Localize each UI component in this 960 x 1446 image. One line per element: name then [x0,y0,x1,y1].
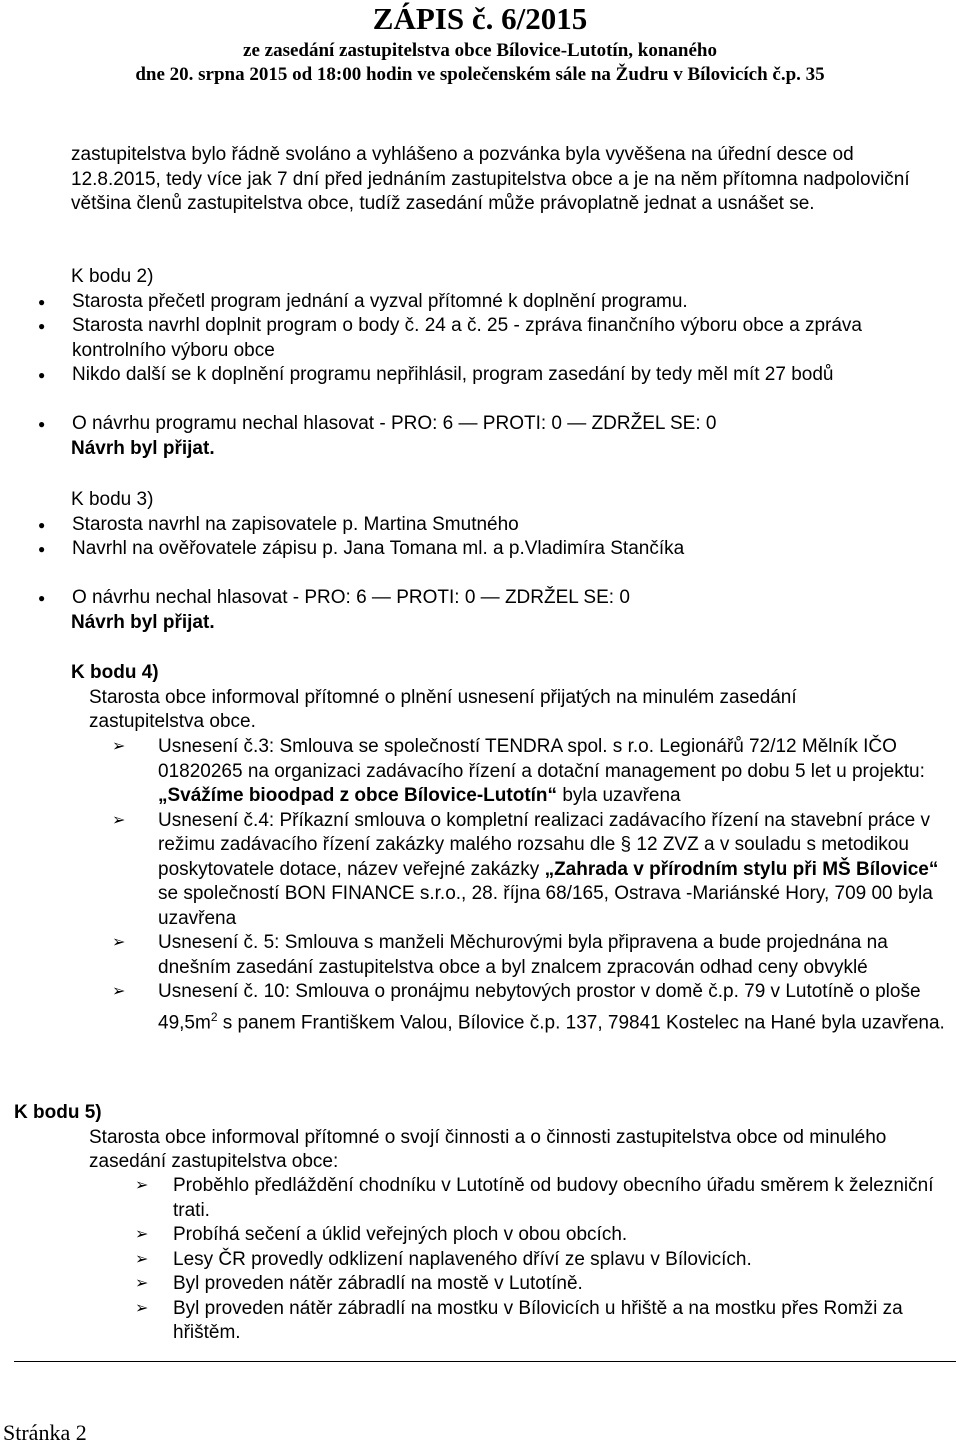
intro-paragraph: zastupitelstva bylo řádně svoláno a vyhlášeno a pozvánka byla vyvěšena na úřední desce od 12.8.2015, tedy více jak 7 dní před jednáním zastupitelstva obce a je na něm přítomna nadpoloviční většina členů zastupitelstva obce, tudíž zasedání může právoplatně jednat a usnášet se. [71,144,910,214]
vote-line: ● O návrhu programu nechal hlasovat - PRO: 6 — PROTI: 0 — ZDRŽEL SE: 0 [71,412,951,437]
list-item: ● Starosta přečetl program jednání a vyzval přítomné k doplnění programu. [71,290,951,315]
section-bod-5 [14,1101,914,1175]
bod-2-vote [38,412,951,437]
meeting-subtitle: ze zasedání zastupitelstva obce Bílovice-Lutotín, konaného [243,40,717,61]
bod-4-intro: Starosta obce informoval přítomné o plnění usnesení přijatých na minulém zasedání zastupitelstva obce. [89,686,797,732]
bullet-icon: ● [38,294,46,309]
bod-2-list [38,290,951,388]
bod-5-list [135,1174,943,1346]
bod-3-heading: K bodu 3) [71,489,154,510]
arrow-bullet-icon: ➢ [135,1275,149,1292]
list-item: ➢ Proběhlo předláždění chodníku v Lutotíně od budovy obecního úřadu směrem k železniční trati. [135,1175,934,1221]
list-item: ➢ Usnesení č. 10: Smlouva o pronájmu nebytových prostor v domě č.p. 79 v Lutotíně o ploše $49,5m^2$ s panem Františkem Valou, Bílovice č.p. 137, 79841 Kostelec na Hané byla uzavřena. [112,981,945,1033]
section-bod-4 [71,661,951,735]
page-number: Stránka 2 [3,1420,87,1445]
bod-4-list [112,735,953,1035]
bod-2-heading: K bodu 2) [71,266,154,287]
arrow-bullet-icon: ➢ [112,811,126,829]
bod-3-vote [38,586,951,611]
list-item: ➢ Byl proveden nátěr zábradlí na mostě v Lutotíně. [173,1272,943,1297]
arrow-bullet-icon: ➢ [112,983,126,1000]
section-bod-3 [38,488,951,635]
bod-5-intro: Starosta obce informoval přítomné o svojí činnosti a o činnosti zastupitelstva obce od minulého zasedání zastupitelstva obce: [89,1126,887,1172]
bod-5-heading: K bodu 5) [14,1102,102,1123]
vote-line: ● O návrhu nechal hlasovat - PRO: 6 — PROTI: 0 — ZDRŽEL SE: 0 [71,586,951,611]
bullet-icon: ● [38,368,46,382]
document-title: ZÁPIS č. 6/2015 [372,1,588,36]
footer-divider [14,1361,956,1362]
section-bod-2 [38,265,951,461]
bullet-icon: ● [38,417,46,431]
bod-5-list-wrap [135,1174,943,1346]
bod-4-heading: K bodu 4) [71,662,159,683]
bullet-icon: ● [38,319,46,333]
bod-4-list-wrap [112,735,953,1035]
list-item: ➢ Usnesení č.3: Smlouva se společností TENDRA spol. s r.o. Legionářů 72/12 Mělník IČO 01820265 na organizaci zadávacího řízení a dotační management po dobu 5 let u projektu: „Svážíme bioodpad z obce Bílovice-Lutotín“ byla uzavřena [112,736,925,806]
list-item: ➢ Usnesení č.4: Příkazní smlouva o kompletní realizaci zadávacího řízení na stavební práce v režimu zadávacího řízení zakázky malého rozsahu dle § 12 ZVZ a v souladu s metodikou poskytovatele dotace, název veřejné zakázky „Zahrada v přírodním stylu při MŠ Bílovice“ se společností BON FINANCE s.r.o., 28. října 68/165, Ostrava -Mariánské Hory, 709 00 byla uzavřena [112,809,939,929]
list-item: ➢ Usnesení č. 5: Smlouva s manželi Měchurovými byla připravena a bude projednána na dnešním zasedání zastupitelstva obce a byl znalcem zpracován odhad ceny obvyklé [112,932,888,978]
list-item: ● Nikdo další se k doplnění programu nepřihlásil, program zasedání by tedy měl mít 27 bodů [71,363,951,388]
bullet-icon: ● [38,517,46,532]
arrow-bullet-icon: ➢ [135,1299,149,1317]
intro-section [71,143,946,217]
bullet-icon: ● [38,542,46,556]
meeting-date-place: dne 20. srpna 2015 od 18:00 hodin ve společenském sále na Žudru v Bílovicích č.p. 35 [135,64,825,85]
list-item: ● Navrhl na ověřovatele zápisu p. Jana Tomana ml. a p.Vladimíra Stančíka [71,537,951,562]
arrow-bullet-icon: ➢ [112,934,126,951]
bullet-icon: ● [38,591,46,605]
vote-result: Návrh byl přijat. [71,437,215,459]
list-item: ● Starosta navrhl doplnit program o body č. 24 a č. 25 - zpráva finančního výboru obce a zpráva kontrolního výboru obce [38,315,863,361]
arrow-bullet-icon: ➢ [112,738,126,755]
arrow-bullet-icon: ➢ [135,1250,149,1268]
list-item: ● Starosta navrhl na zapisovatele p. Martina Smutného [71,513,951,538]
list-item: ➢ Lesy ČR provedly odklizení naplaveného dříví ze splavu v Bílovicích. [173,1248,943,1273]
bod-3-list [38,513,951,562]
vote-result: Návrh byl přijat. [71,611,215,633]
arrow-bullet-icon: ➢ [135,1226,149,1243]
arrow-bullet-icon: ➢ [135,1177,149,1194]
list-item: ➢ Probíhá sečení a úklid veřejných ploch v obou obcích. [173,1223,943,1248]
list-item: ➢ Byl proveden nátěr zábradlí na mostku v Bílovicích u hřiště a na mostku přes Romži za hřištěm. [135,1297,903,1343]
